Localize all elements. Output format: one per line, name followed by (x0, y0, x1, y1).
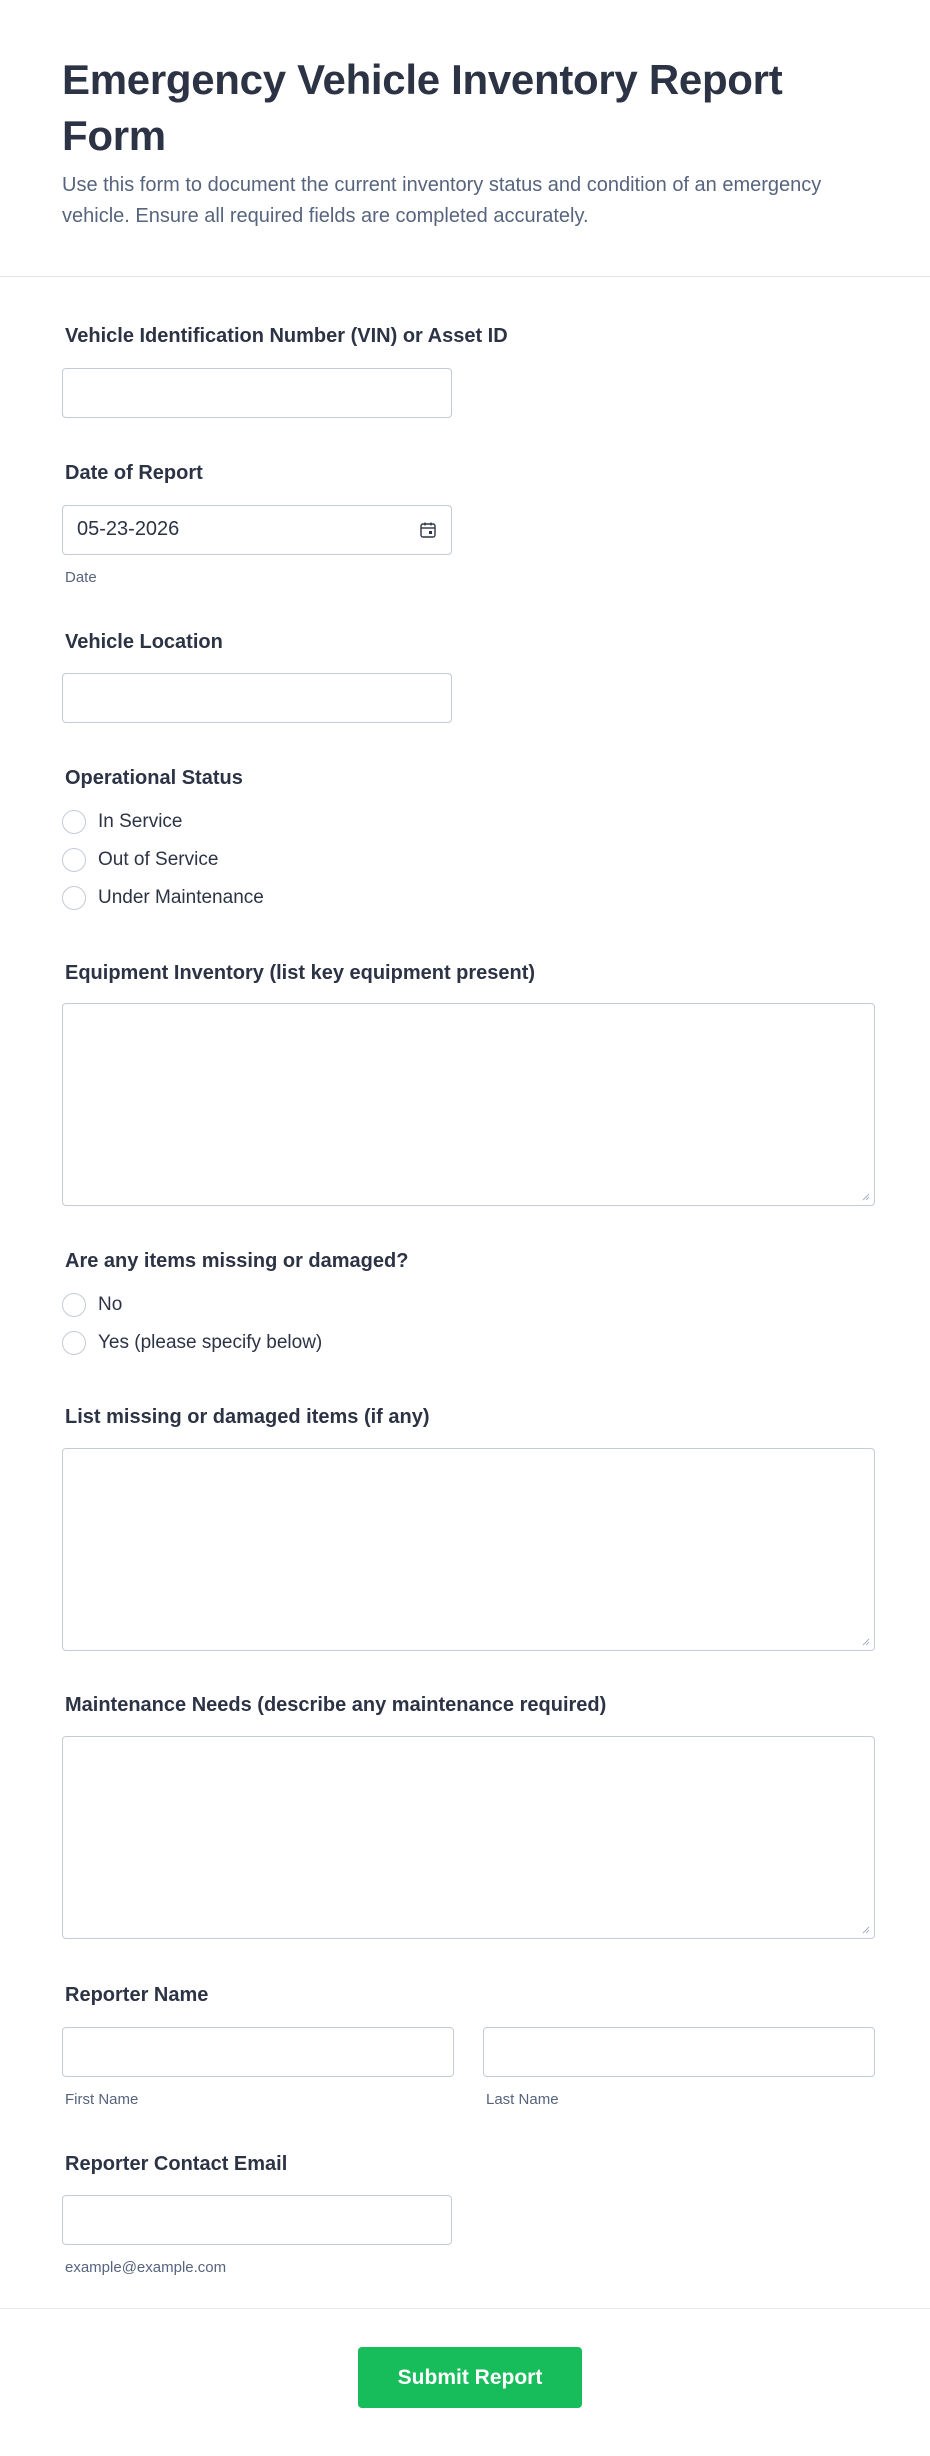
missing-list-label: List missing or damaged items (if any) (65, 1406, 430, 1428)
maintenance-textarea[interactable] (62, 1736, 875, 1939)
email-input[interactable] (62, 2195, 452, 2245)
radio-label: No (98, 1294, 123, 1315)
radio-option-no[interactable] (62, 1292, 122, 1318)
radio-label: Yes (please specify below) (98, 1332, 323, 1353)
radio-button[interactable] (62, 1331, 86, 1355)
last-name-sublabel: Last Name (486, 2091, 559, 2108)
missing-list-textarea[interactable] (62, 1448, 875, 1651)
submit-button[interactable]: Submit Report (358, 2347, 582, 2408)
radio-button[interactable] (62, 810, 86, 834)
first-name-input[interactable] (62, 2027, 454, 2077)
reporter-email-label: Reporter Contact Email (65, 2153, 288, 2175)
maintenance-label: Maintenance Needs (describe any maintenance required) (65, 1694, 607, 1716)
equipment-textarea[interactable] (62, 1003, 875, 1206)
radio-option-in-service[interactable] (62, 809, 182, 835)
reporter-name-label: Reporter Name (65, 1984, 209, 2006)
date-sublabel: Date (65, 569, 97, 586)
resize-grip-icon[interactable] (860, 1924, 870, 1934)
date-label: Date of Report (65, 462, 203, 484)
radio-option-under-maintenance[interactable] (62, 885, 264, 911)
radio-label: In Service (98, 811, 183, 832)
radio-option-out-of-service[interactable] (62, 847, 218, 873)
radio-button[interactable] (62, 886, 86, 910)
radio-button[interactable] (62, 1293, 86, 1317)
radio-label: Out of Service (98, 849, 219, 870)
missing-damaged-label: Are any items missing or damaged? (65, 1250, 409, 1272)
equipment-label: Equipment Inventory (list key equipment present) (65, 962, 536, 984)
date-value: 05-23-2026 (77, 518, 180, 540)
location-label: Vehicle Location (65, 631, 223, 653)
date-input[interactable] (62, 505, 452, 555)
last-name-input[interactable] (483, 2027, 875, 2077)
resize-grip-icon[interactable] (860, 1191, 870, 1201)
radio-label: Under Maintenance (98, 887, 264, 908)
radio-option-yes[interactable] (62, 1330, 322, 1356)
calendar-icon[interactable] (419, 521, 437, 539)
page-title: Emergency Vehicle Inventory Report Form (62, 56, 783, 159)
vin-input[interactable] (62, 368, 452, 418)
radio-button[interactable] (62, 848, 86, 872)
status-label: Operational Status (65, 767, 243, 789)
footer-divider (0, 2308, 930, 2309)
email-sublabel: example@example.com (65, 2259, 227, 2276)
first-name-sublabel: First Name (65, 2091, 139, 2108)
vin-label: Vehicle Identification Number (VIN) or Asset ID (65, 325, 508, 347)
page-description: Use this form to document the current inventory status and condition of an emergency vehicle. Ensure all required fields are completed accurately. (62, 174, 822, 227)
form-header (0, 0, 930, 277)
resize-grip-icon[interactable] (860, 1636, 870, 1646)
location-input[interactable] (62, 673, 452, 723)
